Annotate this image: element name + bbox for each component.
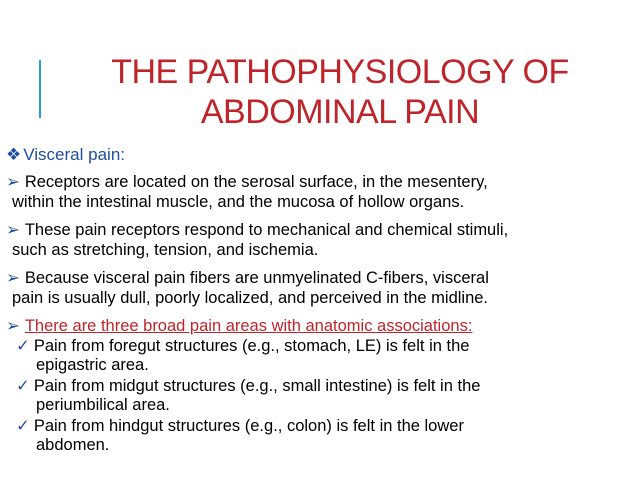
bullet-text-cont: such as stretching, tension, and ischemia.: [12, 241, 319, 259]
bullet-item: [6, 268, 631, 308]
sub-item-text: Pain from midgut structures (e.g., small intestine) is felt in the: [33, 377, 481, 395]
arrow-bullet-icon: ➢: [6, 269, 20, 287]
bullet-item: [6, 172, 631, 212]
sub-item-text: Pain from foregut structures (e.g., stomach, LE) is felt in the: [33, 337, 470, 355]
sub-item: [16, 337, 626, 375]
section-heading: [6, 145, 125, 165]
check-bullet-icon: ✓: [16, 377, 30, 395]
accent-line: [39, 60, 41, 118]
arrow-bullet-icon: ➢: [6, 317, 20, 335]
sub-item-text: Pain from hindgut structures (e.g., colon) is felt in the lower: [33, 417, 464, 435]
diamond-bullet-icon: ❖: [6, 145, 22, 164]
sub-item: [16, 377, 626, 415]
bullet-text-cont: within the intestinal muscle, and the mucosa of hollow organs.: [12, 193, 465, 211]
bullet-text-cont: pain is usually dull, poorly localized, and perceived in the midline.: [12, 289, 489, 307]
bullet-text: Because visceral pain fibers are unmyelinated C-fibers, visceral: [24, 269, 489, 287]
title-line-2: ABDOMINAL PAIN: [200, 93, 480, 131]
bullet-text: Receptors are located on the serosal surface, in the mesentery,: [24, 173, 488, 191]
bullet-text: These pain receptors respond to mechanical and chemical stimuli,: [24, 221, 509, 239]
sub-item-text-cont: epigastric area.: [36, 356, 149, 374]
heading-text: Visceral pain:: [23, 145, 125, 164]
title-line-1: THE PATHOPHYSIOLOGY OF: [111, 53, 569, 91]
check-bullet-icon: ✓: [16, 417, 30, 435]
bullet-item: [6, 220, 631, 260]
sub-item-text-cont: periumbilical area.: [36, 396, 170, 414]
arrow-bullet-icon: ➢: [6, 221, 20, 239]
bullet-item-link: [6, 316, 631, 336]
sub-item: [16, 417, 626, 455]
check-bullet-icon: ✓: [16, 337, 30, 355]
sub-item-text-cont: abdomen.: [36, 436, 110, 454]
bullet-link-text[interactable]: There are three broad pain areas with anatomic associations:: [24, 317, 473, 335]
arrow-bullet-icon: ➢: [6, 173, 20, 191]
slide-title: [60, 52, 620, 132]
